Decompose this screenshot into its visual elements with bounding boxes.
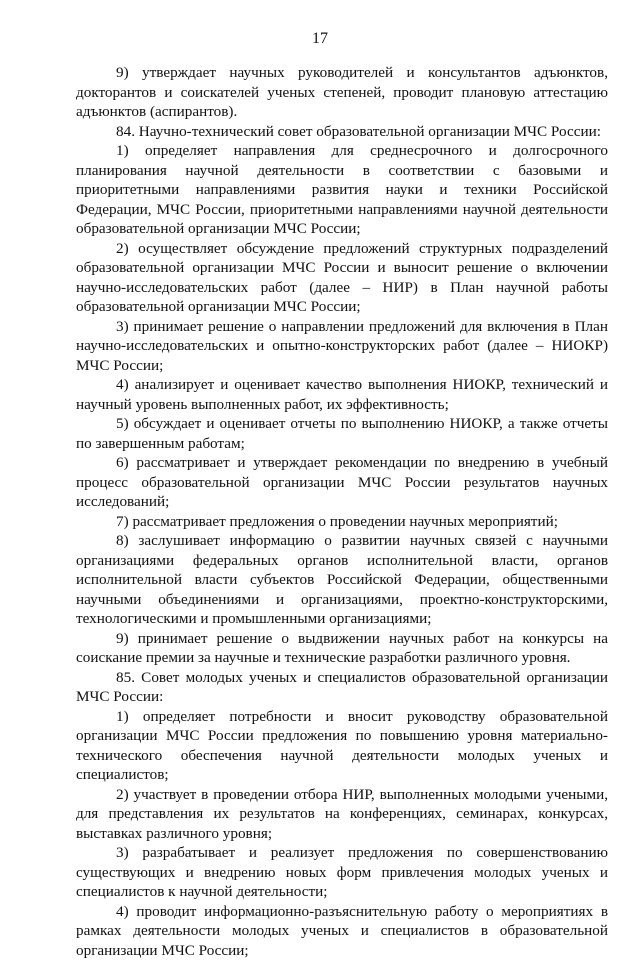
paragraph-84-item-1: 1) определяет направления для среднесрочного и долгосрочного планирования научной деятельности в соответствии с базовыми и приоритетными направлениями развития науки и техники Российской Федерации, МЧС России, приоритетными направлениями научной деятельности образовательной организации МЧС России; [76,141,608,239]
paragraph-85-item-3: 3) разрабатывает и реализует предложения по совершенствованию существующих и внедрению новых форм привлечения молодых ученых и специалистов к научной деятельности; [76,843,608,902]
paragraph-84-item-2: 2) осуществляет обсуждение предложений структурных подразделений образовательной организации МЧС России и выносит решение о включении научно-исследовательских работ (далее – НИР) в План научной работы образовательной организации МЧС России; [76,239,608,317]
paragraph-85-item-1: 1) определяет потребности и вносит руководству образовательной организации МЧС России предложения по повышению уровня материально-технического обеспечения научной деятельности молодых ученых и специалистов; [76,707,608,785]
paragraph-85-item-4: 4) проводит информационно-разъяснительную работу о мероприятиях в рамках деятельности молодых ученых и специалистов в образовательной организации МЧС России; [76,902,608,960]
paragraph-84-item-4: 4) анализирует и оценивает качество выполнения НИОКР, технический и научный уровень выполненных работ, их эффективность; [76,375,608,414]
paragraph-84-item-6: 6) рассматривает и утверждает рекомендации по внедрению в учебный процесс образовательной организации МЧС России результатов научных исследований; [76,453,608,512]
paragraph-84-item-9: 9) принимает решение о выдвижении научных работ на конкурсы на соискание премии за научные и технические разработки различного уровня. [76,629,608,668]
document-body [76,63,608,960]
paragraph-85-item-2: 2) участвует в проведении отбора НИР, выполненных молодыми учеными, для представления их результатов на конференциях, семинарах, конкурсах, выставках различного уровня; [76,785,608,844]
paragraph-84-item-8: 8) заслушивает информацию о развитии научных связей с научными организациями федеральных органов исполнительной власти, органов исполнительной власти субъектов Российской Федерации, общественными научными объединениями и организациями, проектно-конструкторскими, технологическими и промышленными организациями; [76,531,608,629]
page-number: 17 [0,30,640,48]
paragraph-84-item-7: 7) рассматривает предложения о проведении научных мероприятий; [76,512,608,532]
paragraph-9-approves-supervisors: 9) утверждает научных руководителей и консультантов адъюнктов, докторантов и соискателей ученых степеней, проводит плановую аттестацию адъюнктов (аспирантов). [76,63,608,122]
paragraph-84-heading: 84. Научно-технический совет образовательной организации МЧС России: [76,122,608,142]
paragraph-85-heading: 85. Совет молодых ученых и специалистов образовательной организации МЧС России: [76,668,608,707]
paragraph-84-item-3: 3) принимает решение о направлении предложений для включения в План научно-исследовательских и опытно-конструкторских работ (далее – НИОКР) МЧС России; [76,317,608,376]
paragraph-84-item-5: 5) обсуждает и оценивает отчеты по выполнению НИОКР, а также отчеты по завершенным работам; [76,414,608,453]
